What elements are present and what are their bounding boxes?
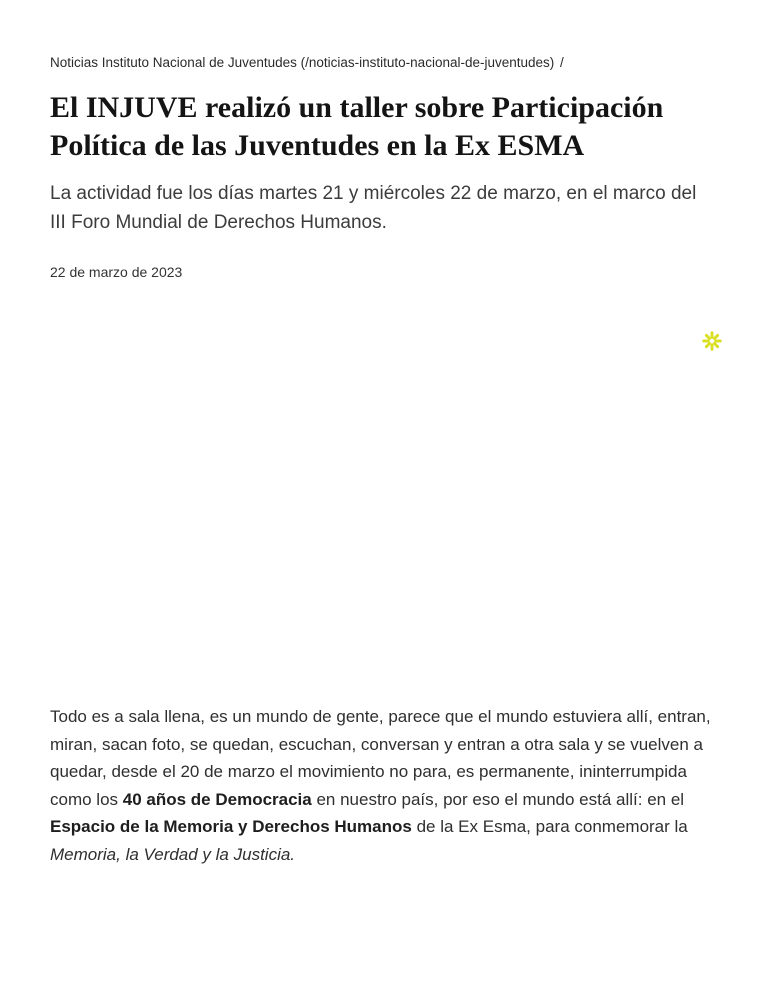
breadcrumb [50,54,723,72]
paragraph-text: Todo es a sala llena, es un mundo de gente, parece que el mundo estuviera allí, entran, miran, sacan foto, se quedan, escuchan, conversan y entran a otra sala y se vuelven a quedar, desde el 20 de marzo el movimiento no para, es permanente, ininterrumpida como los [50,707,711,809]
paragraph-bold-democracia: 40 años de Democracia [122,789,312,809]
paragraph-bold-espacio-memoria: Espacio de la Memoria y Derechos Humanos [50,817,412,837]
paragraph-text: en nuestro país, por eso el mundo está allí: en el [311,789,685,809]
breadcrumb-separator: / [560,55,564,70]
loading-spinner-icon [701,330,723,352]
asterisk-icon [701,330,723,352]
article-date: 22 de marzo de 2023 [50,264,183,281]
breadcrumb-link[interactable]: Noticias Instituto Nacional de Juventudes (/noticias-instituto-nacional-de-juventudes) [50,55,555,70]
article-paragraph [50,703,722,868]
article-lead: La actividad fue los días martes 21 y miércoles 22 de marzo, en el marco del III Foro Mundial de Derechos Humanos. [50,183,697,233]
article-image-placeholder [50,300,723,695]
paragraph-text: de la Ex Esma, para conmemorar la [411,817,688,837]
paragraph-italic-memoria-verdad-justicia: Memoria, la Verdad y la Justicia. [50,844,296,864]
page-title: El INJUVE realizó un taller sobre Participación Política de las Juventudes en la Ex ESMA [50,90,664,162]
